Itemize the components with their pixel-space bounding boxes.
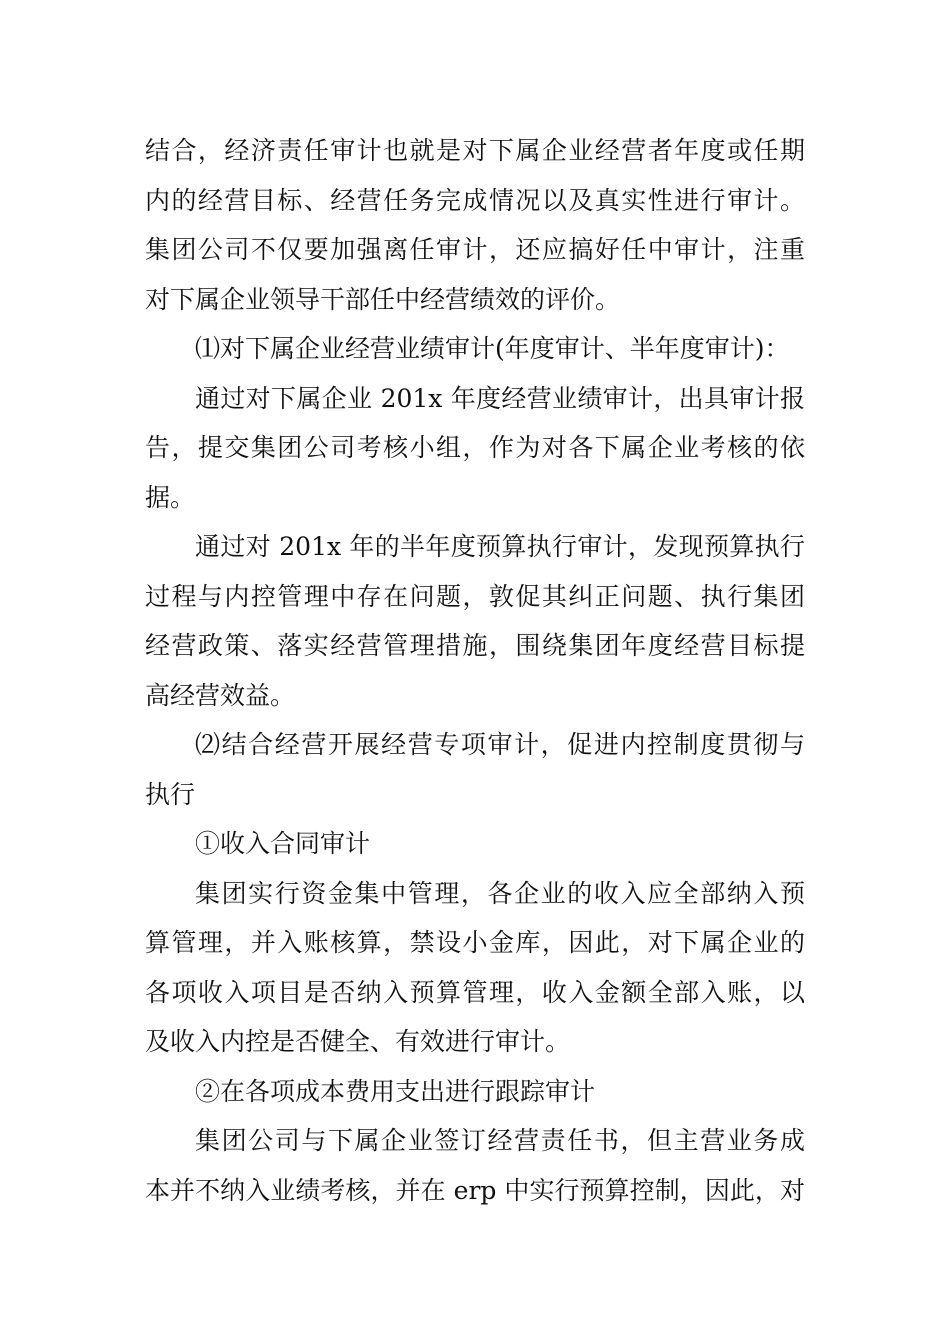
section-heading: 执行: [145, 779, 196, 809]
text-line: 通过对下属企业 201x 年度经营业绩审计，出具审计报: [195, 383, 805, 413]
text-line: 结合，经济责任审计也就是对下属企业经营者年度或任期: [145, 136, 805, 165]
section-heading: ⑵结合经营开展经营专项审计，促进内控制度贯彻与: [195, 730, 805, 759]
text-line: 算管理，并入账核算，禁设小金库，因此，对下属企业的: [145, 928, 805, 957]
text-line: 高经营效益。: [145, 680, 296, 710]
subsection-heading: ①收入合同审计: [195, 829, 371, 858]
text-line: 过程与内控管理中存在问题，敦促其纠正问题、执行集团: [145, 581, 805, 611]
text-line: 集团公司不仅要加强离任审计，还应搞好任中审计，注重: [145, 235, 805, 264]
subsection-heading: ②在各项成本费用支出进行跟踪审计: [195, 1076, 596, 1106]
text-line: 各项收入项目是否纳入预算管理，收入金额全部入账，以: [145, 977, 805, 1007]
text-line: 通过对 201x 年的半年度预算执行审计，发现预算执行: [195, 532, 805, 561]
text-line: 内的经营目标、经营任务完成情况以及真实性进行审计。: [145, 185, 805, 215]
body-text: [145, 126, 805, 1215]
text-line: 据。: [145, 482, 196, 512]
text-line: 及收入内控是否健全、有效进行审计。: [145, 1027, 571, 1056]
text-line: 集团公司与下属企业签订经营责任书，但主营业务成: [195, 1126, 805, 1155]
text-line: 告，提交集团公司考核小组，作为对各下属企业考核的依: [145, 433, 805, 462]
text-line: 集团实行资金集中管理，各企业的收入应全部纳入预: [195, 878, 805, 908]
section-heading: ⑴对下属企业经营业绩审计(年度审计、半年度审计)：: [195, 334, 790, 363]
text-line: 对下属企业领导干部任中经营绩效的评价。: [145, 284, 621, 314]
text-line: 本并不纳入业绩考核，并在 erp 中实行预算控制，因此，对: [145, 1175, 805, 1205]
text-line: 经营政策、落实经营管理措施，围绕集团年度经营目标提: [145, 631, 805, 660]
